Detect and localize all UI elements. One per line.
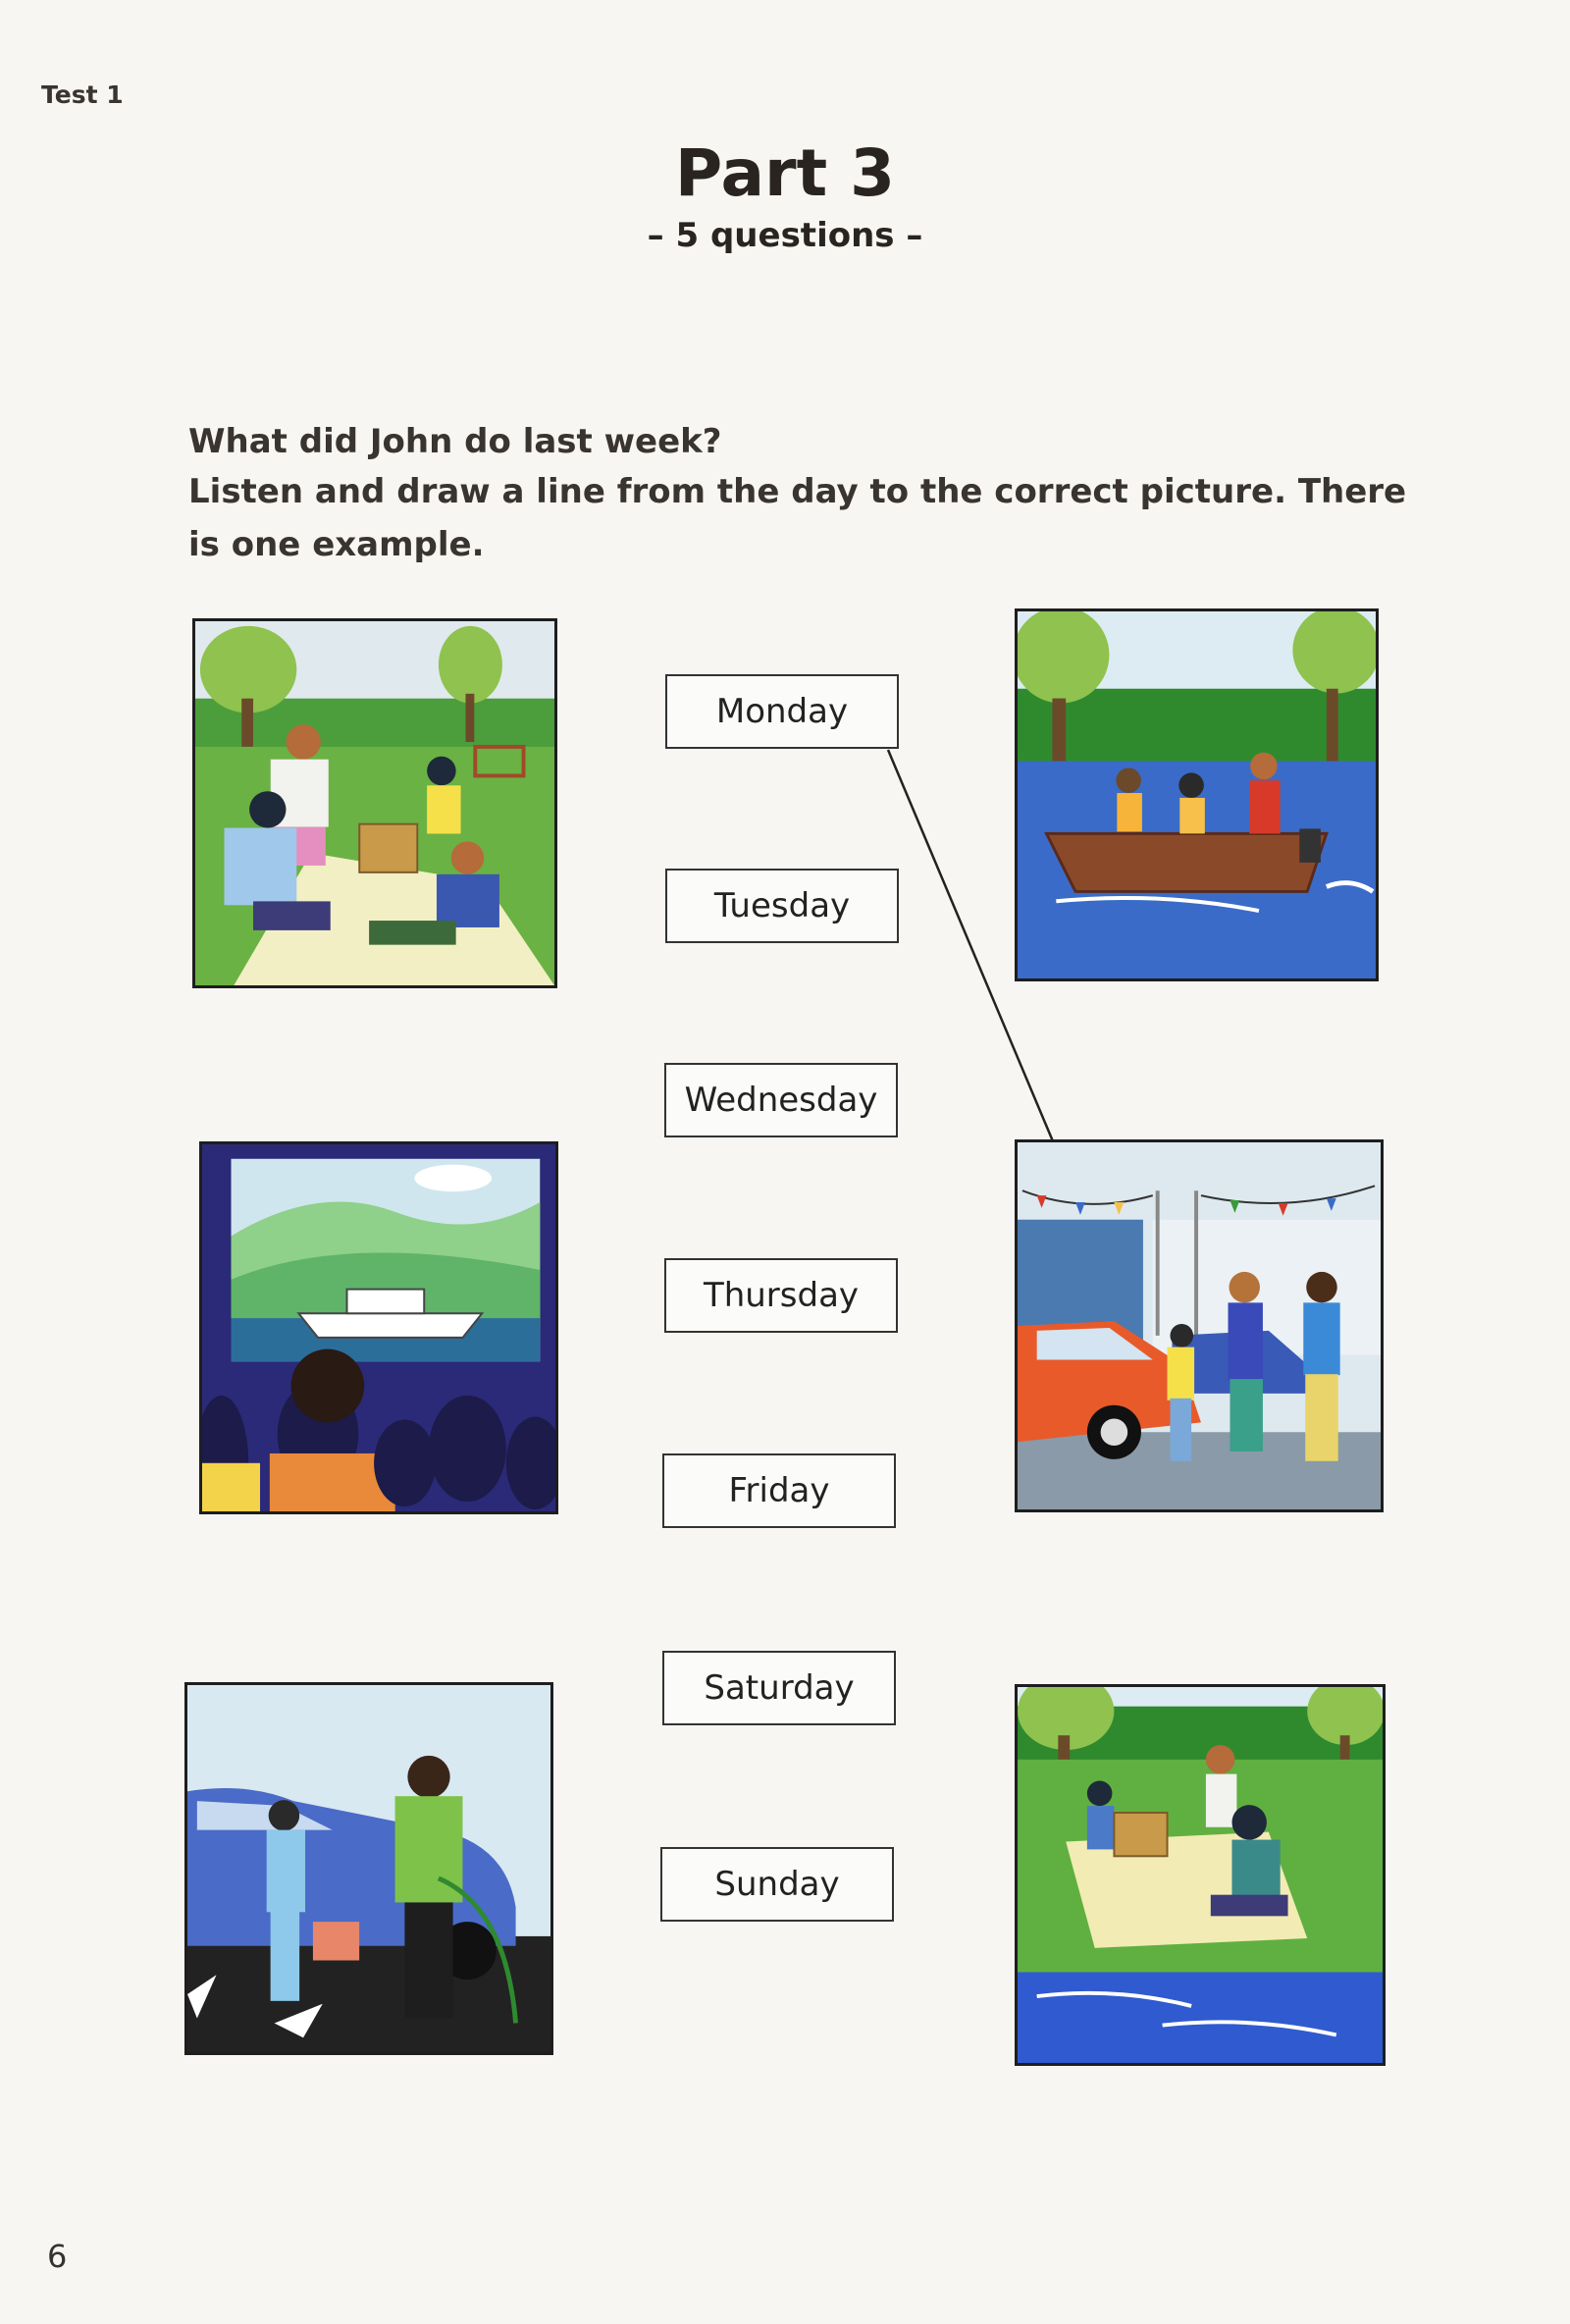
day-box-saturday[interactable]: Saturday <box>662 1651 896 1725</box>
day-box-wednesday[interactable]: Wednesday <box>664 1063 898 1137</box>
page-title: Part 3 <box>674 135 896 211</box>
instruction-line-1: Listen and draw a line from the day to the correct picture. There <box>188 472 1407 511</box>
test-label: Test 1 <box>41 80 124 109</box>
picture-picnic-by-river[interactable] <box>1015 1684 1386 2066</box>
picture-car-show[interactable] <box>1015 1139 1384 1512</box>
day-box-friday[interactable]: Friday <box>662 1453 896 1528</box>
question-text: What did John do last week? <box>188 422 722 461</box>
picture-cinema-boat-film[interactable] <box>199 1141 558 1514</box>
day-box-sunday[interactable]: Sunday <box>660 1847 894 1922</box>
page-number: 6 <box>47 2238 68 2275</box>
day-box-monday[interactable]: Monday <box>665 674 899 749</box>
day-box-tuesday[interactable]: Tuesday <box>665 869 899 943</box>
picture-boat-trip[interactable] <box>1015 608 1379 981</box>
picture-picnic-in-park[interactable] <box>192 618 557 988</box>
question-count: – 5 questions – <box>647 216 923 255</box>
day-box-thursday[interactable]: Thursday <box>664 1258 898 1333</box>
instruction-line-2: is one example. <box>188 525 485 564</box>
picture-washing-car[interactable] <box>184 1682 553 2055</box>
